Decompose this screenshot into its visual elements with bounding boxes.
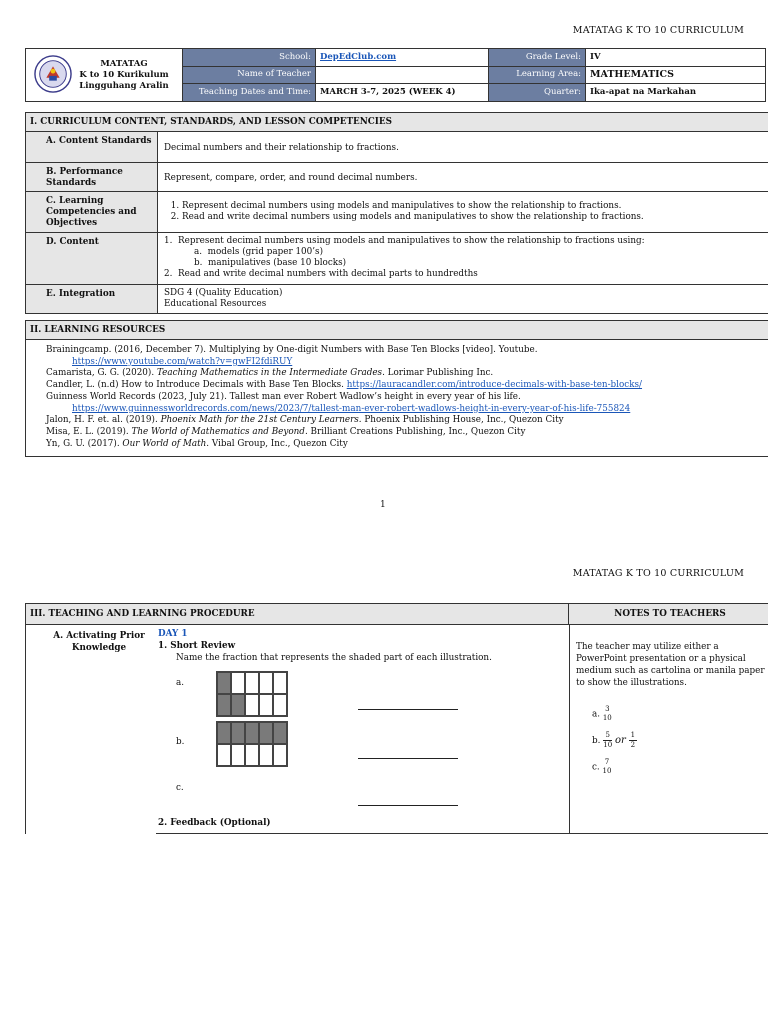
performance-standards-value: Represent, compare, order, and round decimal numbers.: [164, 173, 418, 183]
quarter-value: Ika-apat na Markahan: [586, 84, 766, 102]
content-standards-value: Decimal numbers and their relationship to fractions.: [164, 143, 399, 153]
section-title: II. LEARNING RESOURCES: [26, 321, 768, 340]
answer-a: [592, 705, 765, 723]
logo-line: K to 10 Kurikulum: [79, 70, 169, 80]
grade-value: IV: [586, 49, 766, 67]
procedure-section: [25, 603, 768, 834]
content-label: D. Content: [26, 233, 158, 284]
answer-line-b[interactable]: [358, 758, 458, 759]
list-item: 2. Read and write decimal numbers using models and manipulatives to show the relationship to fractions.: [182, 212, 765, 223]
logo-line: MATATAG: [100, 59, 148, 69]
section-title: I. CURRICULUM CONTENT, STANDARDS, AND LESSON COMPETENCIES: [26, 113, 768, 132]
notes-content: [570, 625, 768, 834]
feedback-heading: 2. Feedback (Optional): [158, 818, 271, 828]
answer-label: c.: [592, 762, 600, 773]
area-value: MATHEMATICS: [586, 66, 766, 84]
review-instruction: Name the fraction that represents the shaded part of each illustration.: [176, 653, 492, 663]
dates-label: Teaching Dates and Time:: [183, 84, 316, 102]
area-label: Learning Area:: [489, 66, 586, 84]
or-text: or: [614, 735, 626, 746]
content-item-2: 2. Read and write decimal numbers with decimal parts to hundredths: [164, 269, 478, 279]
answer-line-c[interactable]: [358, 805, 458, 806]
content-item-1b: b. manipulatives (base 10 blocks): [194, 258, 347, 268]
short-review-heading: 1. Short Review: [158, 641, 236, 651]
lesson-header-table: [25, 48, 766, 102]
notes-title: NOTES TO TEACHERS: [614, 609, 726, 619]
answer-b: [592, 731, 765, 750]
resources-section: [25, 320, 768, 457]
grade-label: Grade Level:: [489, 49, 586, 67]
running-header: MATATAG K TO 10 CURRICULUM: [572, 568, 744, 579]
integration-label: E. Integration: [26, 285, 158, 313]
teacher-value: [316, 66, 489, 84]
answer-label: b.: [592, 736, 601, 746]
activating-prior-knowledge-label: A. Activating Prior Knowledge: [26, 625, 156, 834]
item-label-b: b.: [176, 737, 185, 747]
curriculum-section: [25, 112, 768, 314]
integration-item: SDG 4 (Quality Education): [164, 288, 283, 298]
competencies-label: C. Learning Competencies and Objectives: [26, 192, 158, 232]
reference-item: Jalon, H. F. et. al. (2019). Phoenix Math for the 21st Century Learners. Phoenix Publishing House, Inc., Quezon City: [46, 415, 564, 426]
section-title: III. TEACHING AND LEARNING PROCEDURE: [26, 604, 569, 624]
fraction-grid-b: [216, 721, 288, 767]
reference-link[interactable]: https://www.guinnessworldrecords.com/news/2023/7/tallest-man-ever-robert-wadlows-height-in-every-year-of-his-life-755824: [72, 403, 631, 414]
dates-value: MARCH 3-7, 2025 (WEEK 4): [316, 84, 489, 102]
integration-item: Educational Resources: [164, 299, 267, 309]
fraction: 7 10: [602, 758, 612, 775]
school-label: School:: [183, 49, 316, 67]
teacher-note: The teacher may utilize either a PowerPoint presentation or a physical medium such as cartolina or manila paper to show the illustrations.: [576, 642, 765, 688]
reference-link[interactable]: https://www.youtube.com/watch?v=gwFI2fdiRUY: [72, 356, 293, 367]
list-item: 1. Represent decimal numbers using models and manipulatives to show the relationship to fractions.: [182, 201, 765, 212]
answer-c: [592, 758, 765, 776]
teacher-label: Name of Teacher: [183, 66, 316, 84]
content-item-1: 1. Represent decimal numbers using models and manipulatives to show the relationship to fractions using:: [164, 236, 645, 246]
item-label-c: c.: [176, 783, 184, 793]
content-item-1a: a. models (grid paper 100’s): [194, 247, 323, 257]
day-label: DAY 1: [158, 629, 188, 639]
answer-label: a.: [592, 709, 601, 720]
references-list: [26, 340, 768, 452]
school-link[interactable]: DepEdClub.com: [320, 51, 397, 62]
page-number: 1: [380, 500, 386, 510]
reference-item: Camarista, G. G. (2020). Teaching Mathematics in the Intermediate Grades. Lorimar Publishing Inc.: [46, 368, 494, 379]
reference-item: Yn, G. U. (2017). Our World of Math. Vibal Group, Inc., Quezon City: [46, 438, 348, 449]
procedure-content: [156, 625, 570, 834]
quarter-label: Quarter:: [489, 84, 586, 102]
content-text: models (grid paper 100’s): [207, 247, 323, 257]
content-text: manipulatives (base 10 blocks): [208, 258, 347, 268]
logo-cell: [26, 49, 183, 102]
competencies-list: [164, 201, 765, 223]
reference-item: Guinness World Records (2023, July 21). Tallest man ever Robert Wadlow’s height in every year of his life.: [46, 391, 521, 402]
deped-seal-icon: [34, 55, 72, 93]
fraction: $\frac{5}{10}$: [603, 731, 613, 749]
fraction-grid-a: [216, 671, 288, 717]
content-text: Represent decimal numbers using models and manipulatives to show the relationship to fractions using:: [178, 236, 645, 246]
logo-line: Lingguhang Aralin: [79, 81, 169, 91]
logo-text: [76, 59, 172, 92]
fraction: $\frac{1}{2}$: [630, 731, 636, 749]
reference-link[interactable]: https://lauracandler.com/introduce-decimals-with-base-ten-blocks/: [346, 380, 643, 391]
content-text: Read and write decimal numbers with decimal parts to hundredths: [178, 269, 478, 279]
running-header: MATATAG K TO 10 CURRICULUM: [572, 25, 744, 36]
answer-line-a[interactable]: [358, 709, 458, 710]
reference-item: Candler, L. (n.d) How to Introduce Decimals with Base Ten Blocks. https://lauracandler.com/introduce-decimals-with-base-ten-blocks/: [46, 380, 643, 391]
content-standards-label: A. Content Standards: [26, 132, 158, 162]
reference-item: Brainingcamp. (2016, December 7). Multiplying by One-digit Numbers with Base Ten Blocks [video]. Youtube.: [46, 345, 538, 355]
reference-item: Misa, E. L. (2019). The World of Mathematics and Beyond. Brilliant Creations Publishing, Inc., Quezon City: [46, 426, 526, 437]
item-label-a: a.: [176, 678, 185, 688]
fraction: 3 10: [602, 705, 612, 722]
performance-standards-label: B. Performance Standards: [26, 163, 158, 191]
